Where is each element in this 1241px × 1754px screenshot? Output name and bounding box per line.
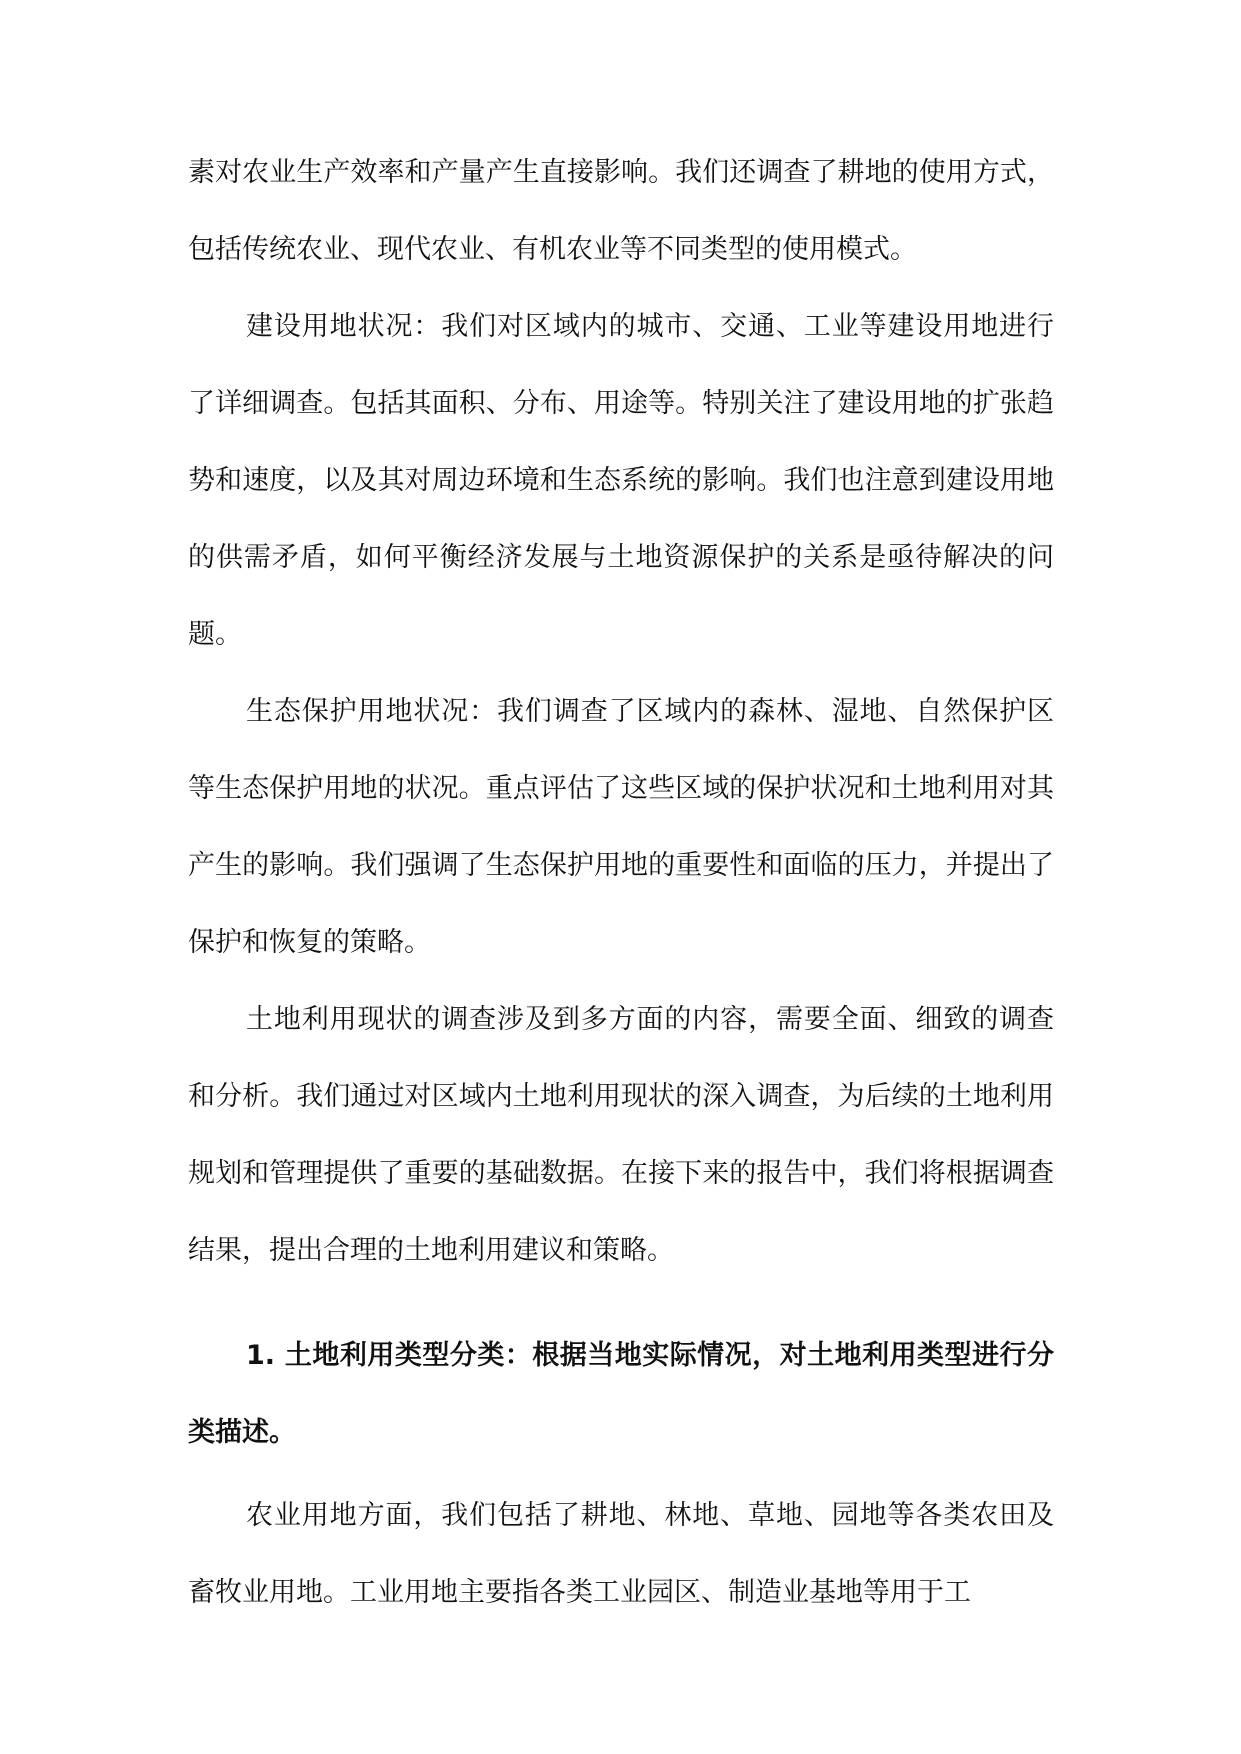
section-heading: 1. 土地利用类型分类：根据当地实际情况，对土地利用类型进行分类描述。 [188,1340,1054,1448]
paragraph-construction-land: 建设用地状况：我们对区域内的城市、交通、工业等建设用地进行了详细调查。包括其面积、分布、用途等。特别关注了建设用地的扩张趋势和速度，以及其对周边环境和生态系统的影响。我们也注意到建设用地的供需矛盾，如何平衡经济发展与土地资源保护的关系是亟待解决的问题。 [188,311,1054,650]
paragraph-survey-summary: 土地利用现状的调查涉及到多方面的内容，需要全面、细致的调查和分析。我们通过对区域内土地利用现状的深入调查，为后续的土地利用规划和管理提供了重要的基础数据。在接下来的报告中，我们将根据调查结果，提出合理的土地利用建议和策略。 [188,1004,1054,1266]
paragraph-agricultural-land: 农业用地方面，我们包括了耕地、林地、草地、园地等各类农田及畜牧业用地。工业用地主要指各类工业园区、制造业基地等用于工 [188,1500,1054,1608]
paragraph-ecological-land: 生态保护用地状况：我们调查了区域内的森林、湿地、自然保护区等生态保护用地的状况。重点评估了这些区域的保护状况和土地利用对其产生的影响。我们强调了生态保护用地的重要性和面临的压力，并提出了保护和恢复的策略。 [188,696,1054,958]
paragraph-cropland-usage: 素对农业生产效率和产量产生直接影响。我们还调查了耕地的使用方式，包括传统农业、现代农业、有机农业等不同类型的使用模式。 [188,157,1054,265]
document-page [188,134,1054,1631]
